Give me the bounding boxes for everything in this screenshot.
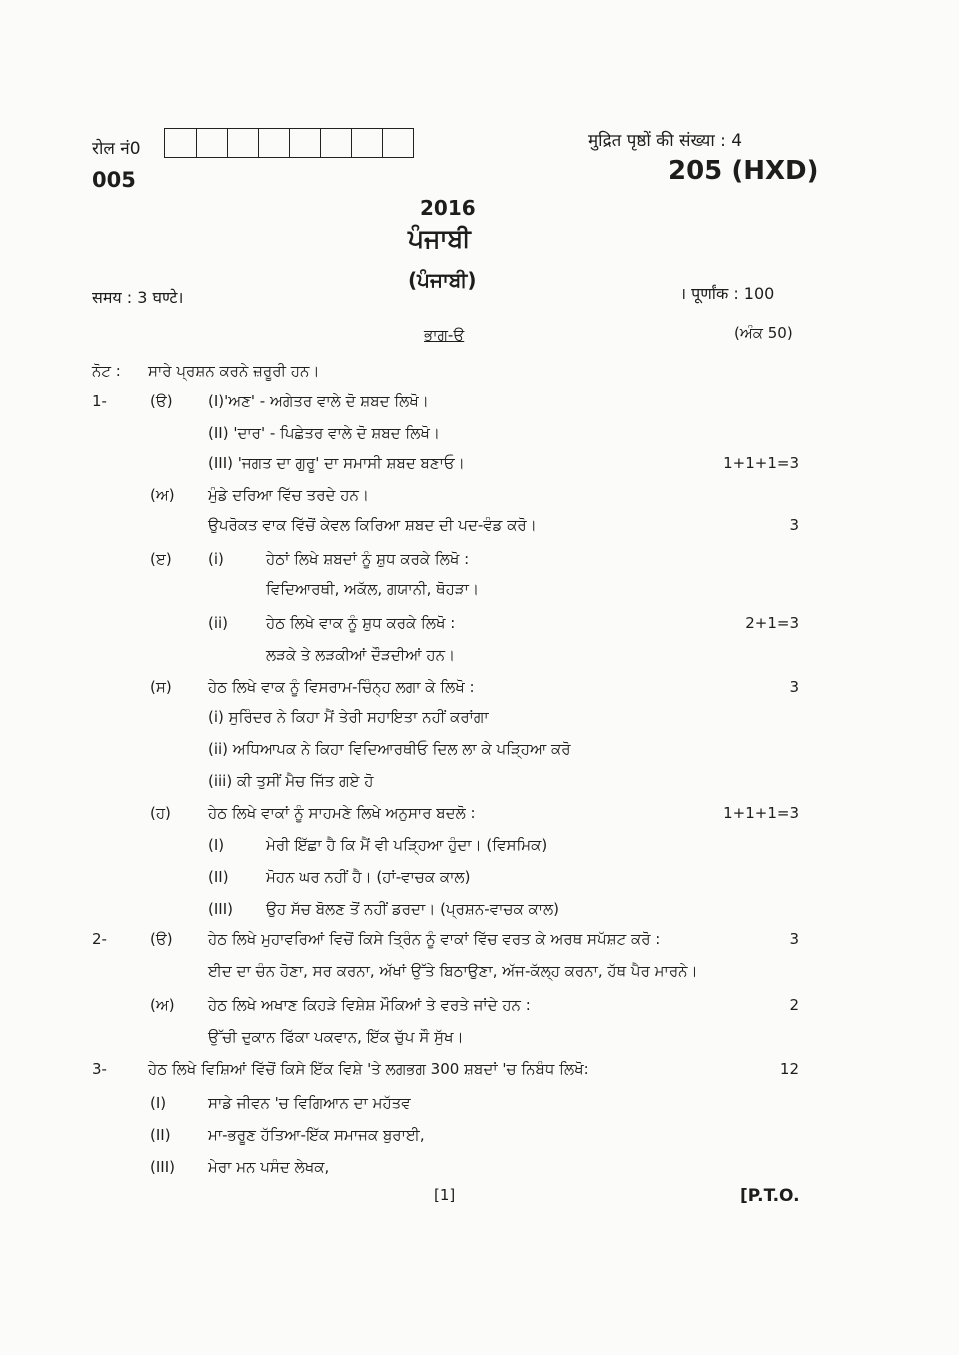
full-marks: । पूर्णांक : 100 (680, 284, 775, 303)
question-text: ਹੇਠਾਂ ਲਿਖੇ ਸ਼ਬਦਾਂ ਨੂੰ ਸ਼ੁਧ ਕਰਕੇ ਲਿਖੋ : (266, 550, 470, 568)
roll-box[interactable] (196, 129, 227, 157)
question-marks: 1+1+1=3 (723, 804, 799, 822)
question-text: ਲੜਕੇ ਤੇ ਲੜਕੀਆਂ ਦੌੜਦੀਆਂ ਹਨ। (266, 646, 456, 664)
paper-code-right: 205 (HXD) (668, 156, 819, 186)
subject-title: ਪੰਜਾਬੀ (408, 224, 471, 253)
question-text: ਮੋਹਨ ਘਰ ਨਹੀਂ ਹੈ। (ਹਾਂ-ਵਾਚਕ ਕਾਲ) (266, 868, 471, 886)
question-text: ਹੇਠ ਲਿਖੇ ਮੁਹਾਵਰਿਆਂ ਵਿਚੋਂ ਕਿਸੇ ਤ੍ਰਿੰਨ ਨੂੰ ਵਾਕਾਂ ਵਿੱਚ ਵਰਤ ਕੇ ਅਰਥ ਸਪੱਸ਼ਟ ਕਰੋ : (208, 930, 661, 948)
exam-time: समय : 3 घण्टे। (92, 288, 184, 307)
question-text: (III) 'ਜਗਤ ਦਾ ਗੁਰੂ' ਦਾ ਸਮਾਸੀ ਸ਼ਬਦ ਬਣਾਓ। (208, 454, 465, 472)
question-subpart: (ੳ) (150, 392, 173, 410)
question-subpart: (ਅ) (150, 996, 175, 1014)
question-text: ਉਹ ਸੱਚ ਬੋਲਣ ਤੋਂ ਨਹੀਂ ਡਰਦਾ। (ਪ੍ਰਸ਼ਨ-ਵਾਚਕ ਕਾਲ) (266, 900, 560, 918)
roll-number-boxes[interactable] (164, 128, 414, 158)
part-heading: ਭਾਗ-ੳ (424, 326, 465, 344)
part-marks: (ਅੰਕ 50) (734, 324, 793, 342)
question-text: ਹੇਠ ਲਿਖੇ ਅਖਾਣ ਕਿਹੜੇ ਵਿਸ਼ੇਸ਼ ਮੌਕਿਆਂ ਤੇ ਵਰਤੇ ਜਾਂਦੇ ਹਨ : (208, 996, 531, 1014)
question-text: ਉੱਚੀ ਦੁਕਾਨ ਫਿੱਕਾ ਪਕਵਾਨ, ਇੱਕ ਚੁੱਪ ਸੌ ਸੁੱਖ। (208, 1028, 464, 1046)
question-marks: 2+1=3 (745, 614, 799, 632)
question-text: ਮੇਰੀ ਇੱਛਾ ਹੈ ਕਿ ਮੈਂ ਵੀ ਪੜ੍ਹਿਆ ਹੁੰਦਾ। (ਵਿਸਮਿਕ) (266, 836, 548, 854)
paper-code-left: 005 (92, 168, 136, 192)
question-text: (II) 'ਦਾਰ' - ਪਿਛੇਤਰ ਵਾਲੇ ਦੋ ਸ਼ਬਦ ਲਿਖੋ। (208, 424, 440, 442)
question-subitem: (III) (208, 900, 233, 918)
question-text: (iii) ਕੀ ਤੁਸੀਂ ਮੈਚ ਜਿੱਤ ਗਏ ਹੋ (208, 772, 374, 790)
question-text: (ii) ਅਧਿਆਪਕ ਨੇ ਕਿਹਾ ਵਿਦਿਆਰਥੀਓ ਦਿਲ ਲਾ ਕੇ ਪੜ੍ਹਿਆ ਕਰੋ (208, 740, 571, 758)
roll-box[interactable] (351, 129, 382, 157)
roll-box[interactable] (258, 129, 289, 157)
question-number: 3- (92, 1060, 107, 1078)
question-text: ਹੇਠ ਲਿਖੇ ਵਾਕਾਂ ਨੂੰ ਸਾਹਮਣੇ ਲਿਖੇ ਅਨੁਸਾਰ ਬਦਲੋ : (208, 804, 476, 822)
question-number: ਨੋਟ : (92, 362, 121, 380)
question-text: ਵਿਦਿਆਰਥੀ, ਅਕੱਲ, ਗਯਾਨੀ, ਥੋਹੜਾ। (266, 580, 480, 598)
roll-box[interactable] (320, 129, 351, 157)
question-text: ਮੇਰਾ ਮਨ ਪਸੰਦ ਲੇਖਕ, (208, 1158, 330, 1176)
exam-year: 2016 (420, 196, 476, 220)
question-text: ਸਾਰੇ ਪ੍ਰਸ਼ਨ ਕਰਨੇ ਜ਼ਰੂਰੀ ਹਨ। (148, 362, 320, 380)
question-marks: 2 (789, 996, 799, 1014)
question-marks: 12 (779, 1060, 799, 1078)
question-text: ਸਾਡੇ ਜੀਵਨ 'ਚ ਵਿਗਿਆਨ ਦਾ ਮਹੱਤਵ (208, 1094, 411, 1112)
page-number: [1] (434, 1186, 456, 1204)
question-subitem: (ii) (208, 614, 229, 632)
roll-box[interactable] (289, 129, 320, 157)
question-number: 1- (92, 392, 107, 410)
question-marks: 1+1+1=3 (723, 454, 799, 472)
question-subitem: (i) (208, 550, 224, 568)
question-subitem: (I) (208, 836, 225, 854)
question-text: ਮਾ-ਭਰੂਣ ਹੱਤਿਆ-ਇੱਕ ਸਮਾਜਕ ਬੁਰਾਈ, (208, 1126, 425, 1144)
question-subpart: (II) (150, 1126, 171, 1144)
question-text: ਹੇਠ ਲਿਖੇ ਵਾਕ ਨੂੰ ਵਿਸਰਾਮ-ਚਿੰਨ੍ਹ ਲਗਾ ਕੇ ਲਿਖੋ : (208, 678, 475, 696)
question-marks: 3 (789, 678, 799, 696)
roll-box[interactable] (382, 129, 413, 157)
question-subpart: (ਹ) (150, 804, 171, 822)
question-subpart: (ੲ) (150, 550, 172, 568)
question-marks: 3 (789, 930, 799, 948)
question-text: ਉਪਰੋਕਤ ਵਾਕ ਵਿੱਚੋਂ ਕੇਵਲ ਕਿਰਿਆ ਸ਼ਬਦ ਦੀ ਪਦ-ਵੰਡ ਕਰੋ। (208, 516, 537, 534)
please-turn-over: [P.T.O. (740, 1186, 800, 1206)
question-subpart: (ਸ) (150, 678, 172, 696)
printed-pages-count: मुद्रित पृष्ठों की संख्या : 4 (588, 131, 743, 151)
question-subpart: (ਅ) (150, 486, 175, 504)
roll-box[interactable] (227, 129, 258, 157)
question-subitem: (II) (208, 868, 229, 886)
question-text: ਹੇਠ ਲਿਖੇ ਵਿਸ਼ਿਆਂ ਵਿੱਚੋਂ ਕਿਸੇ ਇੱਕ ਵਿਸ਼ੇ 'ਤੇ ਲਗਭਗ 300 ਸ਼ਬਦਾਂ 'ਚ ਨਿਬੰਧ ਲਿਖੋ: (148, 1060, 589, 1078)
question-text: ਈਦ ਦਾ ਚੰਨ ਹੋਣਾ, ਸਰ ਕਰਨਾ, ਅੱਖਾਂ ਉੱਤੇ ਬਿਠਾਉਣਾ, ਅੱਜ-ਕੱਲ੍ਹ ਕਰਨਾ, ਹੱਥ ਪੈਰ ਮਾਰਨੇ। (208, 962, 698, 980)
question-subpart: (ੳ) (150, 930, 173, 948)
subject-subtitle: (ਪੰਜਾਬੀ) (408, 268, 477, 292)
roll-number-label: रोल नं0 (92, 139, 141, 159)
question-text: ਮੁੰਡੇ ਦਰਿਆ ਵਿੱਚ ਤਰਦੇ ਹਨ। (208, 486, 369, 504)
question-subpart: (III) (150, 1158, 175, 1176)
question-text: ਹੇਠ ਲਿਖੇ ਵਾਕ ਨੂੰ ਸ਼ੁਧ ਕਰਕੇ ਲਿਖੋ : (266, 614, 456, 632)
question-text: (I)'ਅਣ' - ਅਗੇਤਰ ਵਾਲੇ ਦੋ ਸ਼ਬਦ ਲਿਖੋ। (208, 392, 429, 410)
roll-box[interactable] (165, 129, 196, 157)
question-marks: 3 (789, 516, 799, 534)
question-subpart: (I) (150, 1094, 167, 1112)
question-text: (i) ਸੁਰਿੰਦਰ ਨੇ ਕਿਹਾ ਮੈਂ ਤੇਰੀ ਸਹਾਇਤਾ ਨਹੀਂ ਕਰਾਂਗਾ (208, 708, 489, 726)
question-number: 2- (92, 930, 107, 948)
